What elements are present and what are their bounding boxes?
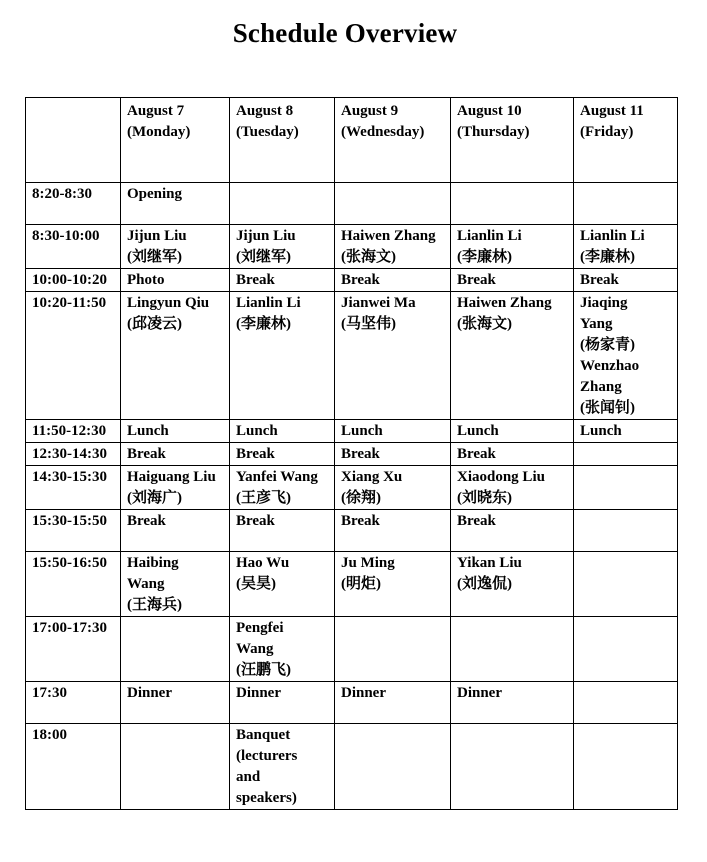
session-cell [335, 510, 451, 552]
session-cell [451, 269, 574, 292]
cell-text-line: (王海兵) [127, 597, 182, 613]
cell-text-line: Zhang [580, 379, 622, 395]
time-slot-cell [26, 183, 121, 225]
cell-text-line: Wang [127, 576, 165, 592]
header-corner-cell [26, 98, 121, 183]
session-cell [574, 617, 678, 682]
table-row [26, 510, 678, 552]
table-row [26, 724, 678, 810]
cell-text-line: Pengfei [236, 620, 284, 636]
session-cell [230, 466, 335, 510]
session-cell [574, 183, 678, 225]
cell-text-line: Yanfei Wang [236, 469, 318, 485]
day-header-cell [574, 98, 678, 183]
session-cell [121, 552, 230, 617]
session-cell [451, 682, 574, 724]
session-cell [335, 617, 451, 682]
header-row [26, 98, 678, 183]
time-slot-cell [26, 552, 121, 617]
session-cell [230, 443, 335, 466]
cell-text-line: Lunch [236, 423, 278, 439]
day-header-cell [121, 98, 230, 183]
cell-text-line: 15:50-16:50 [32, 555, 107, 571]
cell-text-line: Lianlin Li [236, 295, 301, 311]
cell-text-line: Break [236, 446, 275, 462]
cell-text-line: Lunch [127, 423, 169, 439]
cell-text-line: (明炬) [341, 576, 381, 592]
session-cell [230, 225, 335, 269]
cell-text-line: Dinner [236, 685, 281, 701]
cell-text-line: (刘海广) [127, 490, 182, 506]
cell-text-line: Break [236, 513, 275, 529]
session-cell [451, 617, 574, 682]
session-cell [230, 292, 335, 420]
cell-text-line: Lunch [457, 423, 499, 439]
table-row [26, 420, 678, 443]
schedule-table [25, 97, 678, 810]
cell-text-line: Jijun Liu [236, 228, 296, 244]
cell-text-line: Break [457, 446, 496, 462]
cell-text-line: Jiaqing [580, 295, 628, 311]
cell-text-line: (汪鹏飞) [236, 662, 291, 678]
cell-text-line: 17:00-17:30 [32, 620, 107, 636]
cell-text-line: (杨家青) [580, 337, 635, 353]
session-cell [574, 443, 678, 466]
session-cell [121, 466, 230, 510]
cell-text-line: 17:30 [32, 685, 67, 701]
cell-text-line: Dinner [127, 685, 172, 701]
table-row [26, 466, 678, 510]
cell-text-line: August 7 [127, 103, 185, 119]
day-header-cell [230, 98, 335, 183]
session-cell [335, 420, 451, 443]
cell-text-line: (刘晓东) [457, 490, 512, 506]
session-cell [230, 682, 335, 724]
cell-text-line: (Wednesday) [341, 124, 425, 140]
cell-text-line: Dinner [341, 685, 386, 701]
cell-text-line: Lunch [341, 423, 383, 439]
day-header-cell [451, 98, 574, 183]
session-cell [574, 724, 678, 810]
time-slot-cell [26, 269, 121, 292]
table-row [26, 617, 678, 682]
cell-text-line: Xiang Xu [341, 469, 403, 485]
session-cell [335, 292, 451, 420]
cell-text-line: (张海文) [341, 249, 396, 265]
table-row [26, 225, 678, 269]
session-cell [574, 510, 678, 552]
session-cell [335, 466, 451, 510]
cell-text-line: Jianwei Ma [341, 295, 416, 311]
cell-text-line: (徐翔) [341, 490, 381, 506]
session-cell [335, 724, 451, 810]
cell-text-line: 10:00-10:20 [32, 272, 107, 288]
session-cell [121, 225, 230, 269]
time-slot-cell [26, 724, 121, 810]
session-cell [335, 183, 451, 225]
cell-text-line: Opening [127, 186, 183, 202]
cell-text-line: and [236, 769, 261, 785]
cell-text-line: Haiwen Zhang [341, 228, 436, 244]
session-cell [574, 420, 678, 443]
cell-text-line: 15:30-15:50 [32, 513, 107, 529]
cell-text-line: Dinner [457, 685, 502, 701]
session-cell [121, 617, 230, 682]
session-cell [451, 552, 574, 617]
cell-text-line: speakers) [236, 790, 297, 806]
time-slot-cell [26, 292, 121, 420]
cell-text-line: Yang [580, 316, 613, 332]
session-cell [451, 420, 574, 443]
session-cell [121, 420, 230, 443]
cell-text-line: Break [341, 513, 380, 529]
table-row [26, 269, 678, 292]
cell-text-line: Break [580, 272, 619, 288]
session-cell [335, 682, 451, 724]
cell-text-line: (邱凌云) [127, 316, 182, 332]
session-cell [335, 269, 451, 292]
session-cell [574, 552, 678, 617]
session-cell [335, 552, 451, 617]
session-cell [451, 510, 574, 552]
cell-text-line: Lianlin Li [457, 228, 522, 244]
cell-text-line: (Thursday) [457, 124, 530, 140]
table-row [26, 292, 678, 420]
session-cell [451, 292, 574, 420]
cell-text-line: August 11 [580, 103, 644, 119]
day-header-cell [335, 98, 451, 183]
cell-text-line: Hao Wu [236, 555, 290, 571]
cell-text-line: 8:20-8:30 [32, 186, 92, 202]
cell-text-line: (马坚伟) [341, 316, 396, 332]
cell-text-line: (王彦飞) [236, 490, 291, 506]
cell-text-line: Lunch [580, 423, 622, 439]
cell-text-line: (刘继军) [236, 249, 291, 265]
table-row [26, 183, 678, 225]
table-row [26, 552, 678, 617]
session-cell [121, 183, 230, 225]
time-slot-cell [26, 420, 121, 443]
cell-text-line: (李廉林) [236, 316, 291, 332]
session-cell [121, 510, 230, 552]
session-cell [574, 682, 678, 724]
session-cell [574, 269, 678, 292]
table-row [26, 443, 678, 466]
session-cell [121, 443, 230, 466]
session-cell [121, 682, 230, 724]
cell-text-line: (Monday) [127, 124, 191, 140]
time-slot-cell [26, 443, 121, 466]
cell-text-line: Xiaodong Liu [457, 469, 545, 485]
session-cell [335, 443, 451, 466]
session-cell [121, 269, 230, 292]
session-cell [574, 225, 678, 269]
time-slot-cell [26, 682, 121, 724]
cell-text-line: Ju Ming [341, 555, 395, 571]
session-cell [574, 466, 678, 510]
session-cell [451, 183, 574, 225]
cell-text-line: Break [236, 272, 275, 288]
cell-text-line: August 8 [236, 103, 294, 119]
cell-text-line: Break [457, 272, 496, 288]
cell-text-line: 11:50-12:30 [32, 423, 107, 439]
session-cell [230, 552, 335, 617]
cell-text-line: 10:20-11:50 [32, 295, 107, 311]
session-cell [230, 617, 335, 682]
cell-text-line: (张海文) [457, 316, 512, 332]
cell-text-line: Break [457, 513, 496, 529]
cell-text-line: Lingyun Qiu [127, 295, 210, 311]
cell-text-line: Lianlin Li [580, 228, 645, 244]
cell-text-line: (刘继军) [127, 249, 182, 265]
cell-text-line: 12:30-14:30 [32, 446, 107, 462]
cell-text-line: August 9 [341, 103, 399, 119]
cell-text-line: Yikan Liu [457, 555, 522, 571]
cell-text-line: Break [341, 272, 380, 288]
cell-text-line: 14:30-15:30 [32, 469, 107, 485]
session-cell [230, 269, 335, 292]
cell-text-line: August 10 [457, 103, 522, 119]
cell-text-line: (吴昊) [236, 576, 276, 592]
session-cell [121, 292, 230, 420]
cell-text-line: (李廉林) [457, 249, 512, 265]
page-title: Schedule Overview [232, 18, 458, 48]
cell-text-line: Break [127, 446, 166, 462]
time-slot-cell [26, 466, 121, 510]
table-row [26, 682, 678, 724]
session-cell [121, 724, 230, 810]
session-cell [451, 225, 574, 269]
session-cell [230, 183, 335, 225]
cell-text-line: (Friday) [580, 124, 634, 140]
cell-text-line: Photo [127, 272, 165, 288]
session-cell [451, 724, 574, 810]
cell-text-line: Haiwen Zhang [457, 295, 552, 311]
time-slot-cell [26, 617, 121, 682]
session-cell [574, 292, 678, 420]
time-slot-cell [26, 510, 121, 552]
cell-text-line: (lecturers [236, 748, 298, 764]
cell-text-line: (李廉林) [580, 249, 635, 265]
cell-text-line: (Tuesday) [236, 124, 299, 140]
session-cell [451, 466, 574, 510]
session-cell [230, 724, 335, 810]
session-cell [230, 510, 335, 552]
cell-text-line: Haibing [127, 555, 179, 571]
cell-text-line: Haiguang Liu [127, 469, 216, 485]
cell-text-line: 8:30-10:00 [32, 228, 100, 244]
cell-text-line: Jijun Liu [127, 228, 187, 244]
cell-text-line: Break [127, 513, 166, 529]
cell-text-line: Break [341, 446, 380, 462]
cell-text-line: Banquet [236, 727, 291, 743]
time-slot-cell [26, 225, 121, 269]
cell-text-line: Wang [236, 641, 274, 657]
session-cell [230, 420, 335, 443]
session-cell [335, 225, 451, 269]
cell-text-line: Wenzhao [580, 358, 640, 374]
cell-text-line: (张闻钊) [580, 400, 635, 416]
session-cell [451, 443, 574, 466]
cell-text-line: (刘逸侃) [457, 576, 512, 592]
cell-text-line: 18:00 [32, 727, 67, 743]
